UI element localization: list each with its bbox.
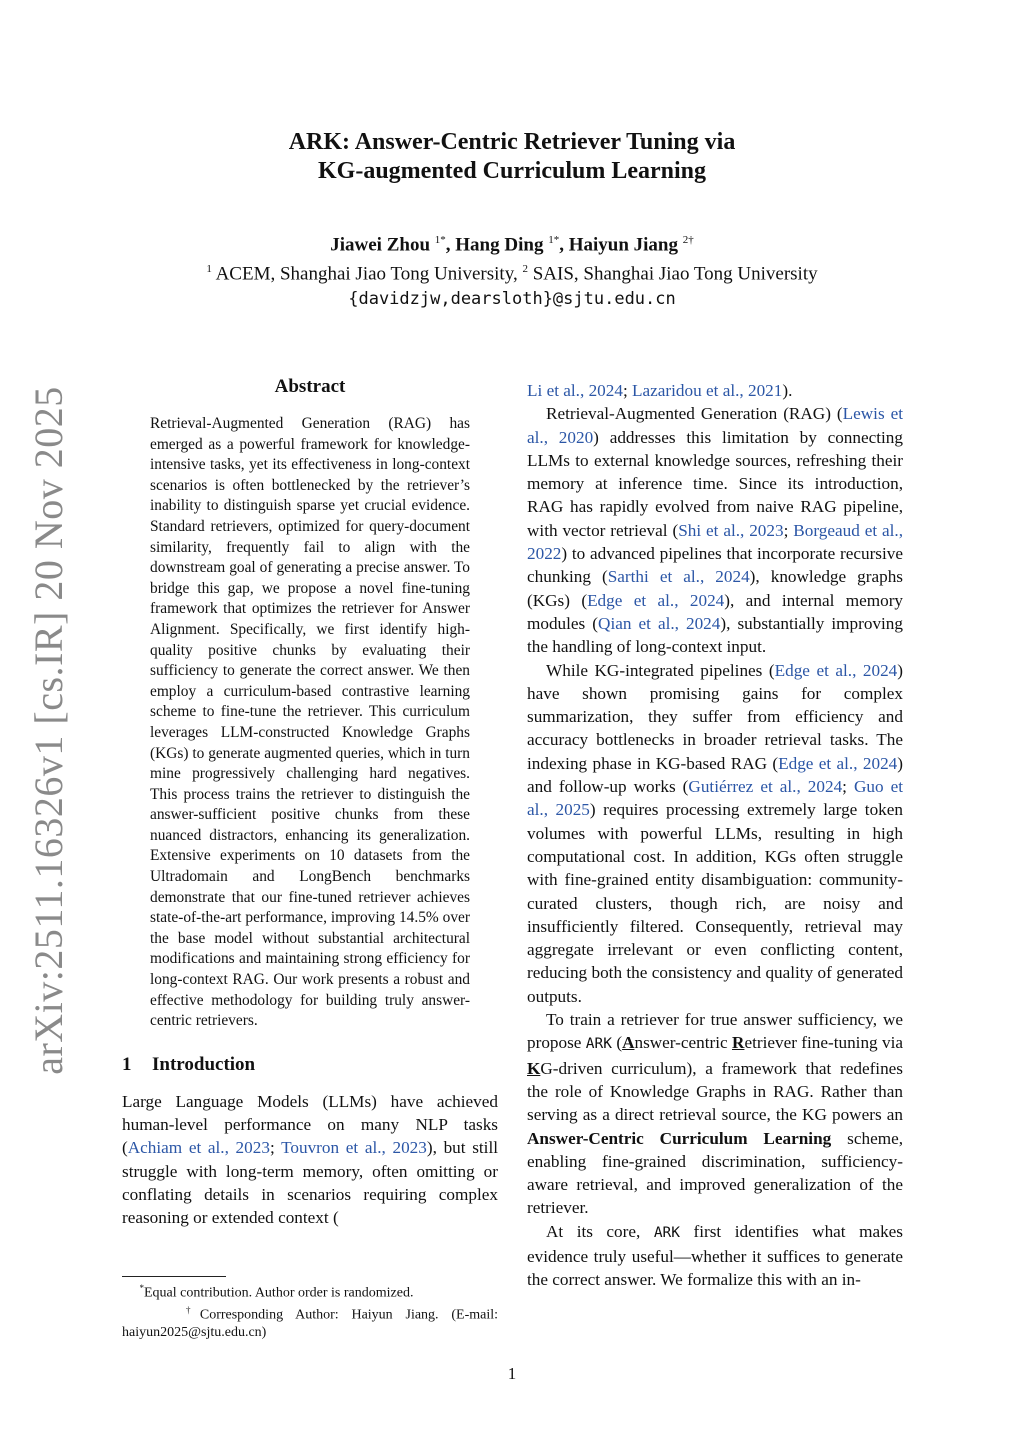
emphasis-text: Answer-Centric Curriculum Learning: [527, 1128, 832, 1148]
citation-link[interactable]: Lewis et al., 2020: [527, 404, 903, 447]
intro-paragraph-2: Retrieval-Augmented Generation (RAG) (Lewis et al., 2020) addresses this limitation by connecting LLMs to external knowledge sources, refreshing their memory at inference time. Since its introduction, RAG has rapidly evolved from naive RAG pipeline, with vector retrieval (Shi et al., 2023; Borgeaud et al., 2022) to advanced pipelines that incorporate recursive chunking (Sarthi et al., 2024), knowledge graphs (KGs) (Edge et al., 2024), and internal memory modules (Qian et al., 2024), substantially improving the handling of long-context input.: [527, 404, 904, 657]
section-number: 1: [122, 1053, 132, 1075]
author-name: Haiyun Jiang: [568, 234, 678, 256]
citation-link[interactable]: Achiam et al., 2023: [127, 1138, 270, 1158]
paper-title: [0, 128, 1024, 186]
author-mark: 1*: [434, 234, 446, 246]
author-names: Jiawei Zhou $^{1*}$, Hang Ding $^{1*}$, Haiyun Jiang $^{2\dagger}$: [330, 234, 694, 256]
citation-link[interactable]: Touvron et al., 2023: [281, 1138, 427, 1158]
intro-paragraph-3: While KG-integrated pipelines (Edge et al., 2024) have shown promising gains for complex summarization, they suffer from efficiency and accuracy bottlenecks in broader retrieval tasks. The indexing phase in KG-based RAG (Edge et al., 2024) and follow-up works (Gutiérrez et al., 2024; Guo et al., 2025) requires processing extremely large token volumes with powerful LLMs, resulting in high computational cost. In addition, KGs often struggle with fine-grained entity disambiguation: community-curated clusters, though rich, are noisy and insufficiently filtered. Consequently, retrieval may aggregate irrelevant or even conflicting content, reducing both the consistency and quality of generated outputs.: [527, 660, 904, 1006]
affiliations: [0, 257, 1024, 286]
author-name: Jiawei Zhou: [330, 234, 431, 256]
affiliation-number: 1: [206, 263, 212, 276]
affiliation-1: ACEM, Shanghai Jiao Tong University,: [215, 263, 518, 285]
author-block: [0, 228, 1024, 311]
citation-link[interactable]: Qian et al., 2024: [598, 613, 721, 633]
citation-link[interactable]: Shi et al., 2023: [678, 520, 784, 540]
section-heading-introduction: [122, 1054, 498, 1076]
footnote-2: †Corresponding Author: Haiyun Jiang. (E-mail: haiyun2025@sjtu.edu.cn): [122, 1305, 498, 1341]
arxiv-identifier-stamp: [20, 385, 76, 1075]
abstract-text: Retrieval-Augmented Generation (RAG) has emerged as a powerful framework for knowledge-intensive tasks, yet its effectiveness in long-context scenarios is often bottlenecked by the retriever’s inability to distinguish sparse yet crucial evidence. Standard retrievers, optimized for query-document similarity, frequently fail to align with the downstream goal of generating a precise answer. To bridge this gap, we propose a novel fine-tuning framework that optimizes the retriever for Answer Alignment. Specifically, we first identify high-quality positive chunks by evaluating their sufficiency to generate the correct answer. We then employ a curriculum-based contrastive learning scheme to fine-tune the retriever. This curriculum leverages LLM-constructed Knowledge Graphs (KGs) to generate augmented queries, which in turn mine progressively challenging hard negatives. This process trains the retriever to distinguish the answer-sufficient positive chunks from these nuanced distractors, enhancing its generalization. Extensive experiments on 10 datasets from the Ultradomain and LongBench benchmarks demonstrate that our fine-tuned retriever achieves state-of-the-art performance, improving 14.5% over the base model without substantial architectural modifications and maintaining strong efficiency for long-context RAG. Our work presents a robust and effective methodology for building truly answer-centric retrievers.: [150, 415, 470, 1030]
title-line-1: ARK: Answer-Centric Retriever Tuning via: [288, 129, 736, 155]
citation-link[interactable]: Gutiérrez et al., 2024: [688, 777, 843, 797]
citation-link[interactable]: Li et al., 2024: [527, 381, 623, 400]
abstract-heading: Abstract: [274, 376, 346, 397]
citation-link[interactable]: Edge et al., 2024: [587, 590, 725, 610]
left-column: [122, 376, 498, 1230]
footnotes: [122, 1280, 498, 1342]
footnote-divider: [122, 1276, 226, 1277]
right-column: [527, 379, 903, 1292]
intro-paragraph-4: To train a retriever for true answer sufficiency, we propose ARK (Answer-centric Retriever fine-tuning via KG-driven curriculum), a framework that redefines the role of Knowledge Graphs in RAG. Rather than serving as a direct retrieval source, the KG powers an Answer-Centric Curriculum Learning scheme, enabling fine-grained discrimination, sufficiency-aware retrieval, and improved generalization of the retriever.: [527, 1010, 903, 1218]
intro-paragraph-1: Large Language Models (LLMs) have achieved human-level performance on many NLP tasks (Achiam et al., 2023; Touvron et al., 2023), but still struggle with long-term memory, often omitting or conflating details in scenarios requiring complex reasoning or extended context (: [122, 1091, 498, 1228]
intro-paragraph-1-continued: Li et al., 2024; Lazaridou et al., 2021).: [527, 381, 793, 400]
intro-paragraph-5: At its core, ARK first identifies what makes evidence truly useful—whether it suffices to generate the correct answer. We formalize this with an in-: [527, 1221, 903, 1290]
author-email: {davidzjw,dearsloth}@sjtu.edu.cn: [348, 288, 676, 309]
title-line-2: KG-augmented Curriculum Learning: [318, 158, 706, 184]
method-name: ARK: [585, 1036, 612, 1053]
citation-link[interactable]: Sarthi et al., 2024: [607, 567, 750, 587]
citation-link[interactable]: Guo et al., 2025: [527, 777, 904, 820]
affiliation-number: 2: [522, 263, 528, 276]
citation-link[interactable]: Edge et al., 2024: [778, 753, 898, 773]
footnote-1: *Equal contribution. Author order is randomized.: [139, 1283, 414, 1301]
section-title: Introduction: [152, 1053, 256, 1075]
author-mark: 1*: [548, 234, 560, 246]
arxiv-identifier-text: arXiv:2511.16326v1 [cs.IR] 20 Nov 2025: [25, 385, 71, 1075]
author-name: Hang Ding: [455, 234, 544, 256]
citation-link[interactable]: Edge et al., 2024: [774, 660, 898, 680]
page-number: 1: [507, 1364, 517, 1383]
affiliation-2: SAIS, Shanghai Jiao Tong University: [532, 263, 818, 285]
method-name: ARK: [653, 1224, 681, 1241]
citation-link[interactable]: Lazaridou et al., 2021: [632, 381, 783, 400]
author-mark: 2†: [682, 234, 694, 246]
citation-link[interactable]: Borgeaud et al., 2022: [527, 520, 903, 564]
